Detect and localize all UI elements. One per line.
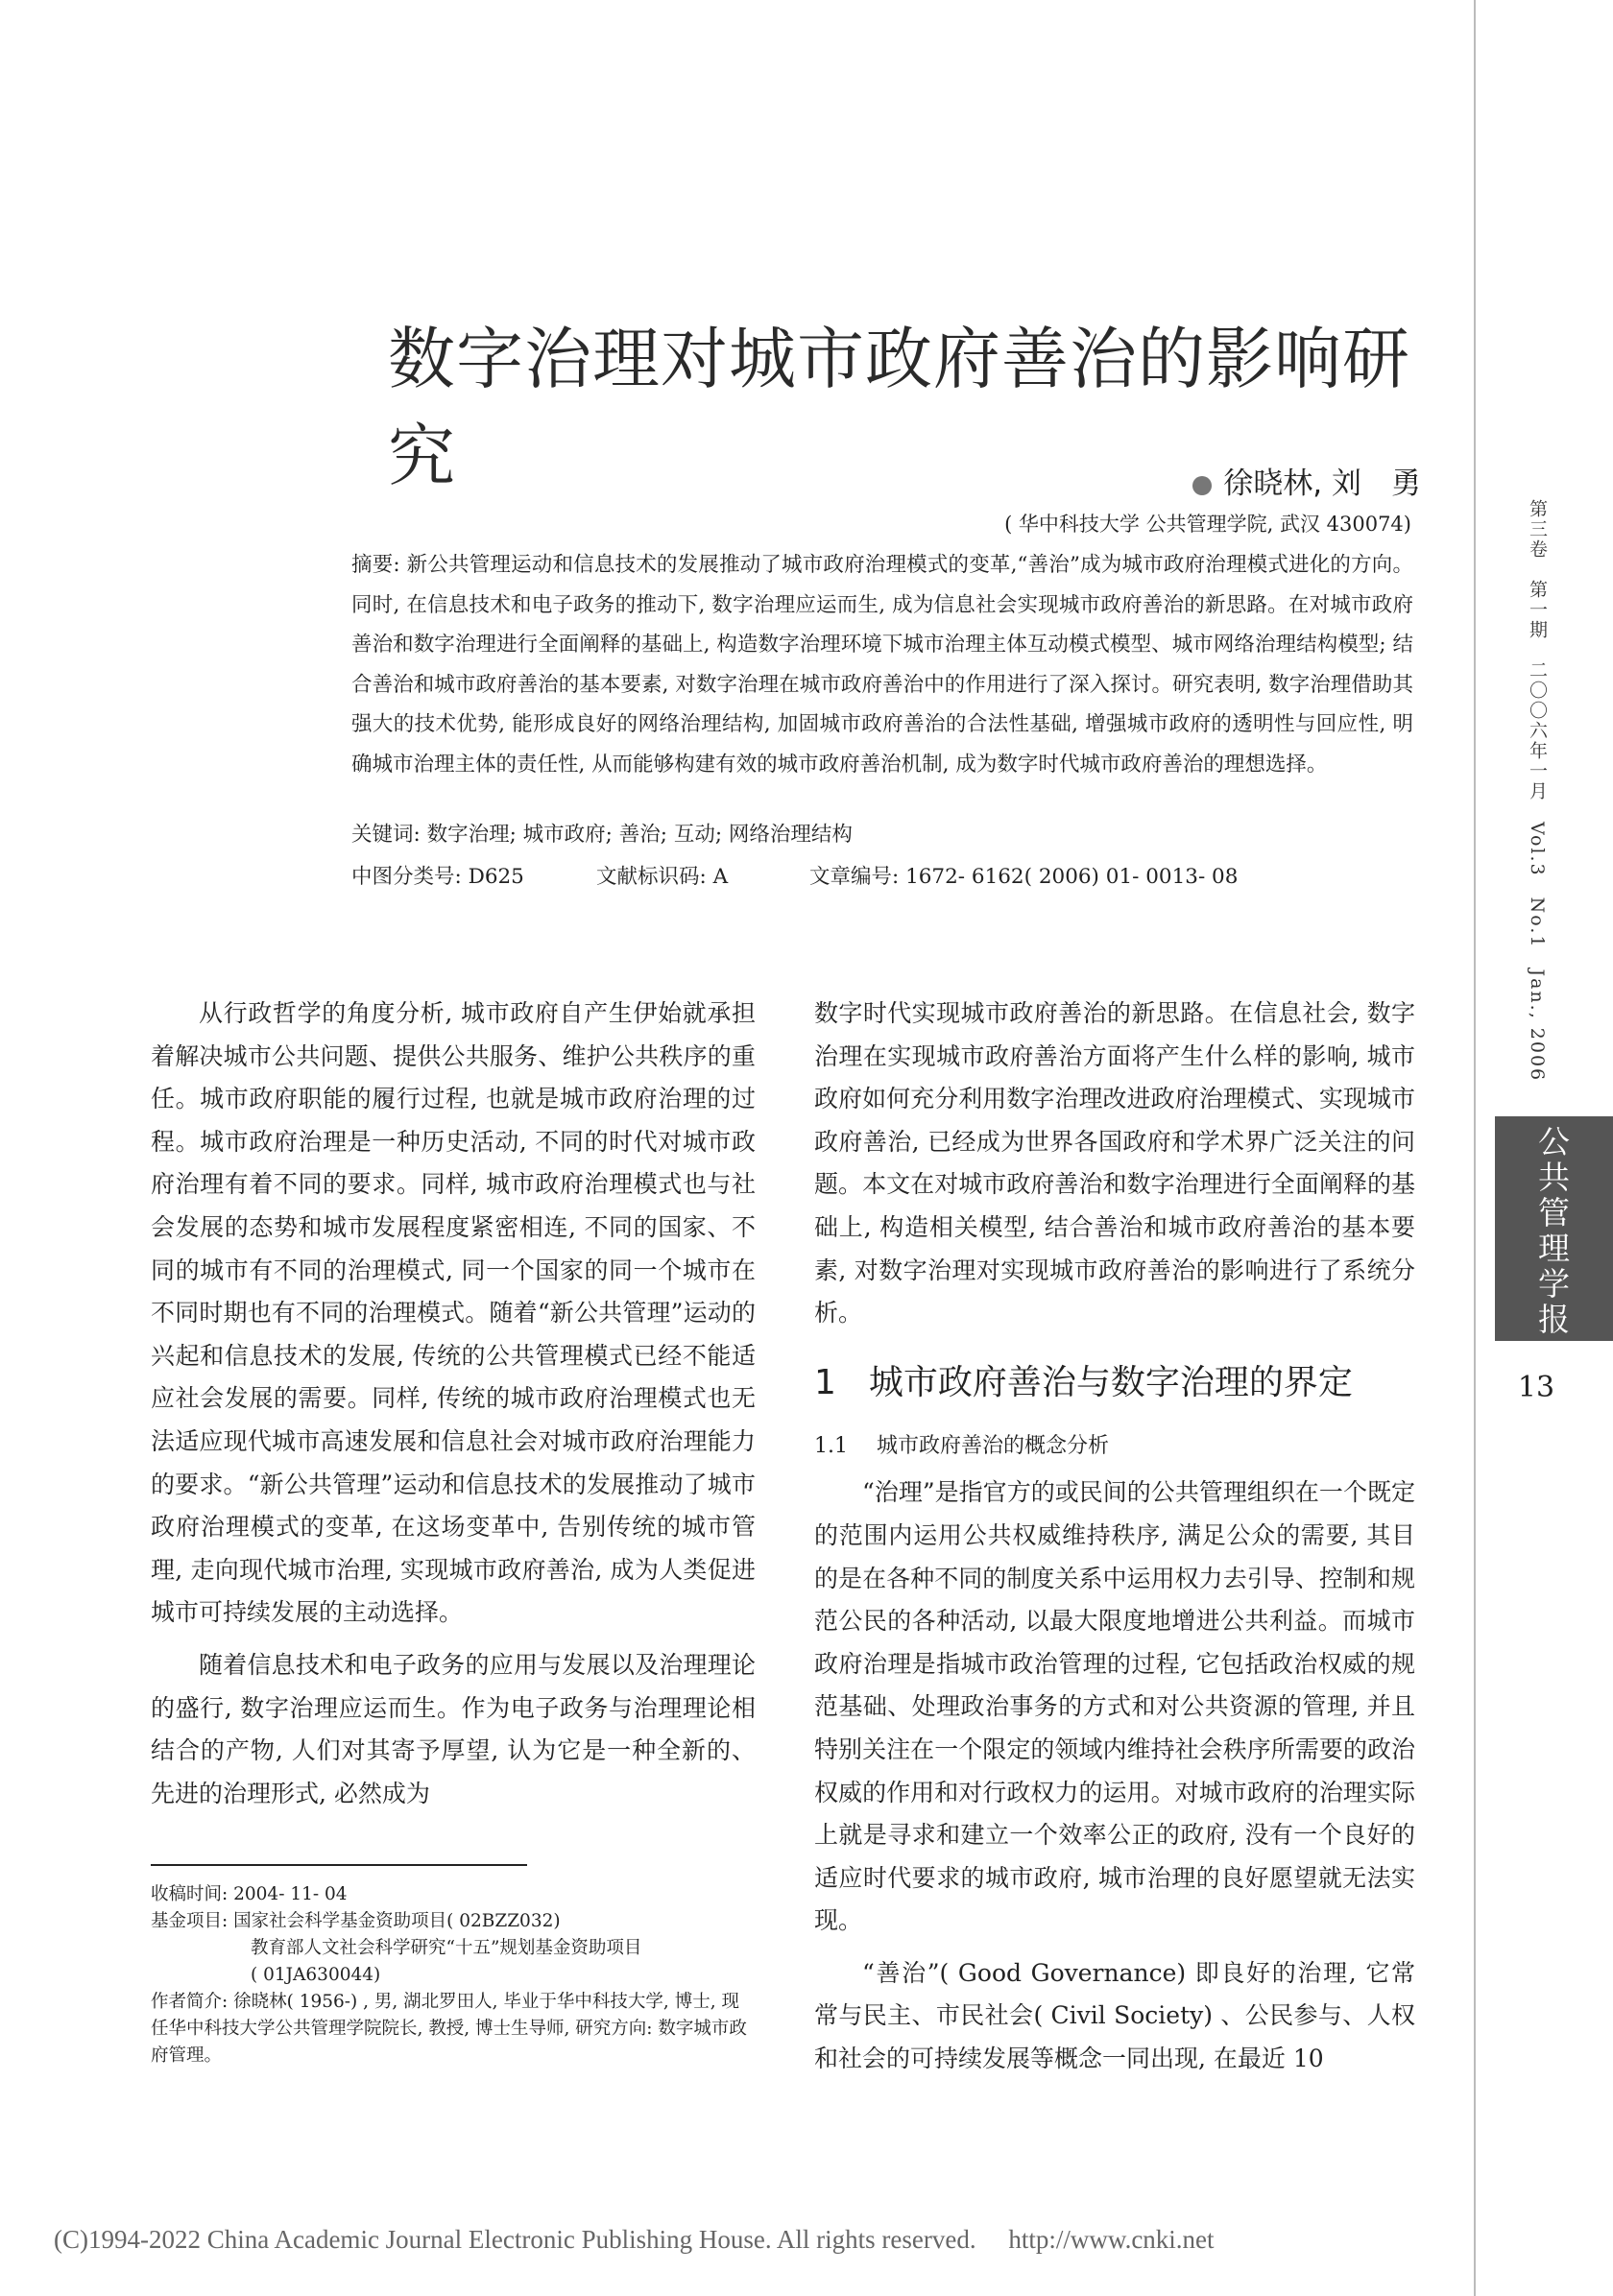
section-heading (814, 1362, 1415, 1405)
section-title: 城市政府善治与数字治理的界定 (868, 1362, 1353, 1402)
paragraph: 从行政哲学的角度分析, 城市政府自产生伊始就承担着解决城市公共问题、提供公共服务、维护公共秩序的重任。城市政府职能的履行过程, 也就是城市政府治理的过程。城市政府治理是一种历史活动, 不同的时代对城市政府治理有着不同的要求。同样, 城市政府治理模式也与社会发展的态势和城市发展程度紧密相连, 不同的国家、不同的城市有不同的治理模式, 同一个国家的同一个城市在不同时期也有不同的治理模式。随着“新公共管理”运动的兴起和信息技术的发展, 传统的公共管理模式已经不能适应社会发展的需要。同样, 传统的城市政府治理模式也无法适应现代城市高速发展和信息社会对城市政府治理能力的要求。“新公共管理”运动和信息技术的发展推动了城市政府治理模式的变革, 在这场变革中, 告别传统的城市管理, 走向现代城市治理, 实现城市政府善治, 成为人类促进城市可持续发展的主动选择。 (151, 999, 756, 1627)
page-number: 13 (1517, 1371, 1555, 1404)
margin-rule (1474, 0, 1476, 2296)
received-date: 收稿时间: 2004- 11- 04 (151, 1884, 348, 1904)
journal-name-box (1495, 1116, 1613, 1341)
fund-line: 教育部人文社会科学研究“十五”规划基金资助项目 (251, 1938, 642, 1958)
subsection-title: 城市政府善治的概念分析 (877, 1434, 1110, 1459)
clc-number: 中图分类号: D625 (351, 865, 524, 889)
fund-line: 基金项目: 国家社会科学基金资助项目( 02BZZ032) (151, 1911, 561, 1931)
journal-name: 公共管理学报 (1538, 1123, 1570, 1338)
author-names: 徐晓林, 刘 勇 (1223, 466, 1421, 501)
copyright-notice: (C)1994-2022 China Academic Journal Electronic Publishing House. All rights reserved. http://www.cnki.net (54, 2225, 1215, 2254)
affiliation: ( 华中科技大学 公共管理学院, 武汉 430074) (1004, 513, 1411, 536)
classification-row (351, 860, 1413, 890)
section-number: 1 (814, 1362, 836, 1402)
issue-info: 第三卷 第一期 二〇〇六年一月 Vol.3 No.1 Jan., 2006 (1527, 499, 1548, 1083)
paragraph: 随着信息技术和电子政务的应用与发展以及治理理论的盛行, 数字治理应运而生。作为电子政务与治理理论相结合的产物, 人们对其寄予厚望, 认为它是一种全新的、先进的治理形式, 必然成为 (151, 1650, 756, 1807)
author-bio: 作者简介: 徐晓林( 1956-) , 男, 湖北罗田人, 毕业于华中科技大学, 博士, 现任华中科技大学公共管理学院院长, 教授, 博士生导师, 研究方向: 数字城市政府管理。 (151, 1992, 747, 2066)
left-column (151, 993, 756, 1815)
keywords: 关键词: 数字治理; 城市政府; 善治; 互动; 网络治理结构 (351, 823, 853, 847)
subsection-number: 1.1 (814, 1434, 848, 1459)
footnotes (151, 1881, 756, 2069)
footnote-divider (151, 1864, 527, 1866)
right-column (814, 993, 1415, 2081)
subsection-heading (814, 1427, 1415, 1466)
fund-line: ( 01JA630044) (251, 1965, 381, 1985)
document-code: 文献标识码: A (596, 865, 729, 889)
paper-title: 数字治理对城市政府善治的影响研究 (388, 320, 1410, 495)
abstract: 摘要: 新公共管理运动和信息技术的发展推动了城市政府治理模式的变革,“善治”成为城市政府治理模式进化的方向。同时, 在信息技术和电子政务的推动下, 数字治理应运而生, 成为信息社会实现城市政府善治的新思路。在对城市政府善治和数字治理进行全面阐释的基础上, 构造数字治理环境下城市治理主体互动模式模型、城市网络治理结构模型; 结合善治和城市政府善治的基本要素, 对数字治理在城市政府善治中的作用进行了深入探讨。研究表明, 数字治理借助其强大的技术优势, 能形成良好的网络治理结构, 加固城市政府善治的合法性基础, 增强城市政府的透明性与回应性, 明确城市治理主体的责任性, 从而能够构建有效的城市政府善治机制, 成为数字时代城市政府善治的理想选择。 (351, 553, 1413, 777)
paragraph: 数字时代实现城市政府善治的新思路。在信息社会, 数字治理在实现城市政府善治方面将产生什么样的影响, 城市政府如何充分利用数字治理改进政府治理模式、实现城市政府善治, 已经成为世界各国政府和学术界广泛关注的问题。本文在对城市政府善治和数字治理进行全面阐释的基础上, 构造相关模型, 结合善治和城市政府善治的基本要素, 对数字治理对实现城市政府善治的影响进行了系统分析。 (814, 999, 1415, 1327)
bullet-icon (1192, 476, 1212, 495)
paragraph: “善治”( Good Governance) 即良好的治理, 它常常与民主、市民社会( Civil Society) 、公民参与、人权和社会的可持续发展等概念一同出现, 在最近 10 (814, 1958, 1415, 2073)
authors (1171, 459, 1421, 502)
paragraph: “治理”是指官方的或民间的公共管理组织在一个既定的范围内运用公共权威维持秩序, 满足公众的需要, 其目的是在各种不同的制度关系中运用权力去引导、控制和规范公民的各种活动, 以最大限度地增进公共利益。而城市政府治理是指城市政治管理的过程, 它包括政治权威的规范基础、处理政治事务的方式和对公共资源的管理, 并且特别关注在一个限定的领域内维持社会秩序所需要的政治权威的作用和对行政权力的运用。对城市政府的治理实际上就是寻求和建立一个效率公正的政府, 没有一个良好的适应时代要求的城市政府, 城市治理的良好愿望就无法实现。 (814, 1478, 1415, 1935)
article-number: 文章编号: 1672- 6162( 2006) 01- 0013- 08 (809, 865, 1239, 889)
